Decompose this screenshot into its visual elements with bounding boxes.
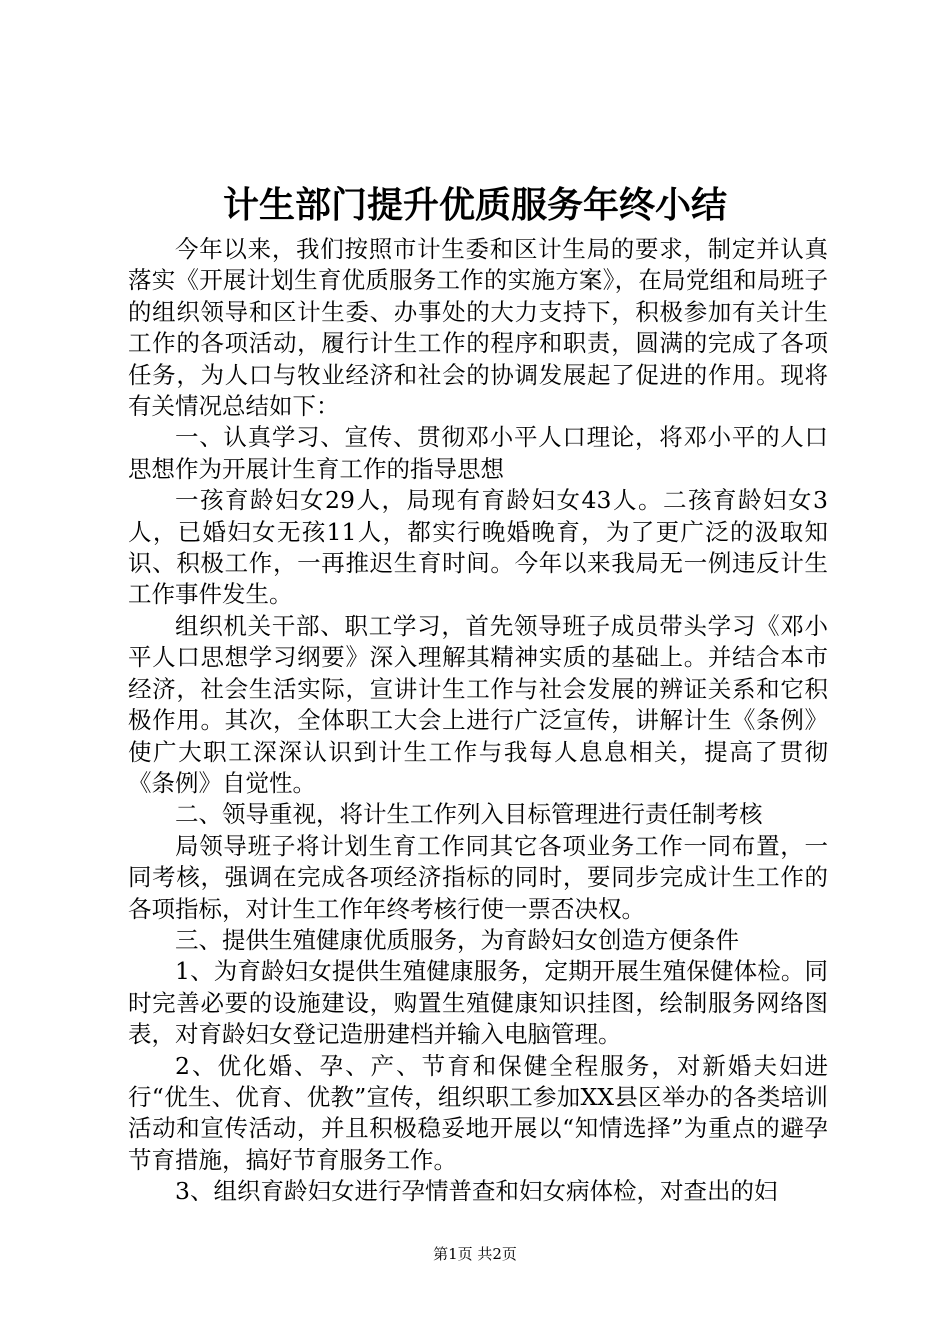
paragraph: 组织机关干部、职工学习，首先领导班子成员带头学习《邓小平人口思想学习纲要》深入理解其精神实质的基础上。并结合本市经济，社会生活实际，宣讲计生工作与社会发展的辨证关系和它积极作用。其次，全体职工大会上进行广泛宣传，讲解计生《条例》使广大职工深深认识到计生工作与我每人息息相关，提高了贯彻《条例》自觉性。 bbox=[128, 611, 828, 797]
paragraph: 2、优化婚、孕、产、节育和保健全程服务，对新婚夫妇进行“优生、优育、优教”宣传，组织职工参加XX县区举办的各类培训活动和宣传活动，并且积极稳妥地开展以“知情选择”为重点的避孕节育措施，搞好节育服务工作。 bbox=[128, 1051, 828, 1174]
section-heading: 二、领导重视，将计生工作列入目标管理进行责任制考核 bbox=[175, 800, 763, 829]
document-body bbox=[128, 234, 828, 1208]
section-heading: 三、提供生殖健康优质服务，为育龄妇女创造方便条件 bbox=[175, 925, 739, 954]
paragraph: 一孩育龄妇女29人，局现有育龄妇女43人。二孩育龄妇女3人，已婚妇女无孩11人，都实行晚婚晚育，为了更广泛的汲取知识、积极工作，一再推迟生育时间。今年以来我局无一例违反计生工作事件发生。 bbox=[128, 486, 828, 609]
paragraph: 3、组织育龄妇女进行孕情普查和妇女病体检，对查出的妇 bbox=[175, 1177, 778, 1206]
page-number-footer: 第1页 共2页 bbox=[433, 1245, 517, 1263]
document-title: 计生部门提升优质服务年终小结 bbox=[222, 184, 727, 226]
section-heading: 一、认真学习、宣传、贯彻邓小平人口理论，将邓小平的人口思想作为开展计生育工作的指导思想 bbox=[128, 423, 828, 483]
paragraph: 局领导班子将计划生育工作同其它各项业务工作一同布置，一同考核，强调在完成各项经济指标的同时，要同步完成计生工作的各项指标，对计生工作年终考核行使一票否决权。 bbox=[128, 831, 828, 923]
paragraph: 今年以来，我们按照市计生委和区计生局的要求，制定并认真落实《开展计划生育优质服务工作的实施方案》，在局党组和局班子的组织领导和区计生委、办事处的大力支持下，积极参加有关计生工作的各项活动，履行计生工作的程序和职责，圆满的完成了各项任务，为人口与牧业经济和社会的协调发展起了促进的作用。现将有关情况总结如下： bbox=[128, 235, 828, 421]
paragraph: 1、为育龄妇女提供生殖健康服务，定期开展生殖保健体检。同时完善必要的设施建设，购置生殖健康知识挂图，绘制服务网络图表，对育龄妇女登记造册建档并输入电脑管理。 bbox=[128, 957, 828, 1049]
